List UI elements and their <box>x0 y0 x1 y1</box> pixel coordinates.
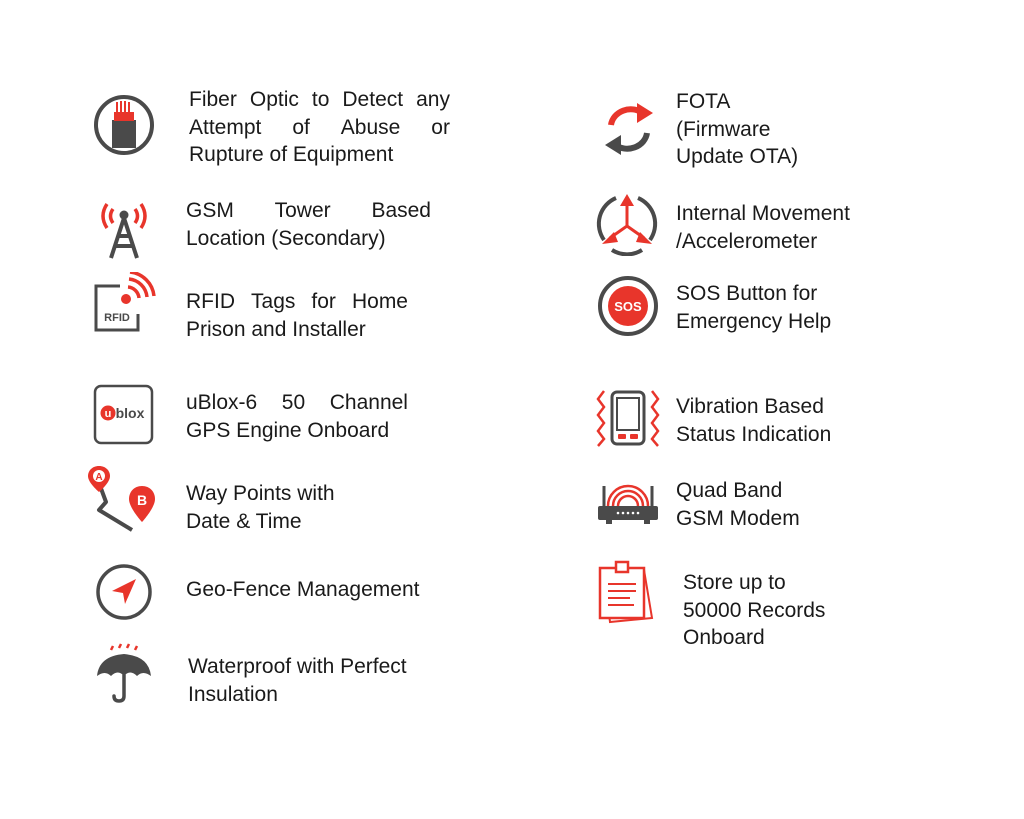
feature-text <box>186 389 408 444</box>
sos-icon <box>597 275 659 337</box>
feature-line: uBlox-6 50 Channel <box>186 391 408 414</box>
feature-line: Internal Movement <box>676 202 850 225</box>
rfid-icon-label: RFID <box>104 312 130 324</box>
waypoint-b-label: B <box>136 492 148 508</box>
vibrating-phone-icon <box>596 389 660 447</box>
umbrella-icon <box>95 642 157 704</box>
feature-line: Date & Time <box>186 509 302 533</box>
feature-line: Store up to <box>683 571 786 594</box>
navigation-arrow-icon <box>95 563 153 621</box>
feature-line: Way Points with <box>186 482 335 505</box>
feature-text <box>189 86 450 169</box>
feature-line: Geo-Fence Management <box>186 578 420 601</box>
accelerometer-icon <box>594 190 660 256</box>
feature-text <box>188 653 458 708</box>
ublox-icon-label: blox <box>115 405 145 421</box>
feature-line: GSM Tower Based <box>186 199 431 222</box>
feature-line: Emergency Help <box>676 309 832 333</box>
feature-text <box>676 477 896 532</box>
feature-line: Attempt of Abuse or <box>189 115 450 139</box>
feature-line: FOTA <box>676 90 731 113</box>
feature-line: Update OTA) <box>676 145 799 168</box>
feature-line: (Firmware <box>676 117 771 141</box>
notes-icon <box>596 560 660 624</box>
feature-line: Waterproof with Perfect <box>188 655 407 678</box>
rfid-icon <box>92 272 156 334</box>
feature-line: Fiber Optic to Detect any <box>189 88 450 111</box>
feature-line: /Accelerometer <box>676 229 818 253</box>
sos-icon-label: SOS <box>614 299 642 314</box>
feature-line: GSM Modem <box>676 506 800 530</box>
feature-text <box>683 569 903 652</box>
feature-text <box>676 200 896 255</box>
feature-line: RFID Tags for Home <box>186 290 408 313</box>
feature-text <box>186 576 466 604</box>
feature-line: Insulation <box>188 682 278 706</box>
feature-text <box>186 480 426 535</box>
feature-line: GPS Engine Onboard <box>186 418 390 442</box>
gsm-tower-icon <box>93 196 155 260</box>
ublox-icon <box>93 384 154 445</box>
refresh-icon <box>599 101 659 157</box>
feature-text <box>676 88 876 171</box>
feature-line: Prison and Installer <box>186 317 366 341</box>
feature-line: Rupture of Equipment <box>189 143 394 166</box>
feature-line: Quad Band <box>676 479 783 502</box>
feature-line: SOS Button for <box>676 282 818 305</box>
feature-text <box>676 393 896 448</box>
ublox-icon-letter: u <box>104 408 112 420</box>
waypoints-icon <box>88 466 158 532</box>
waypoint-a-label: A <box>95 472 103 483</box>
fiber-optic-icon <box>93 94 155 156</box>
modem-icon <box>596 482 660 526</box>
feature-text <box>676 280 896 335</box>
feature-line: Location (Secondary) <box>186 226 386 250</box>
feature-line: Vibration Based <box>676 395 824 418</box>
feature-text <box>186 197 431 252</box>
feature-line: Onboard <box>683 626 765 649</box>
feature-line: Status Indication <box>676 422 832 446</box>
feature-text <box>186 288 408 343</box>
feature-line: 50000 Records <box>683 598 826 622</box>
